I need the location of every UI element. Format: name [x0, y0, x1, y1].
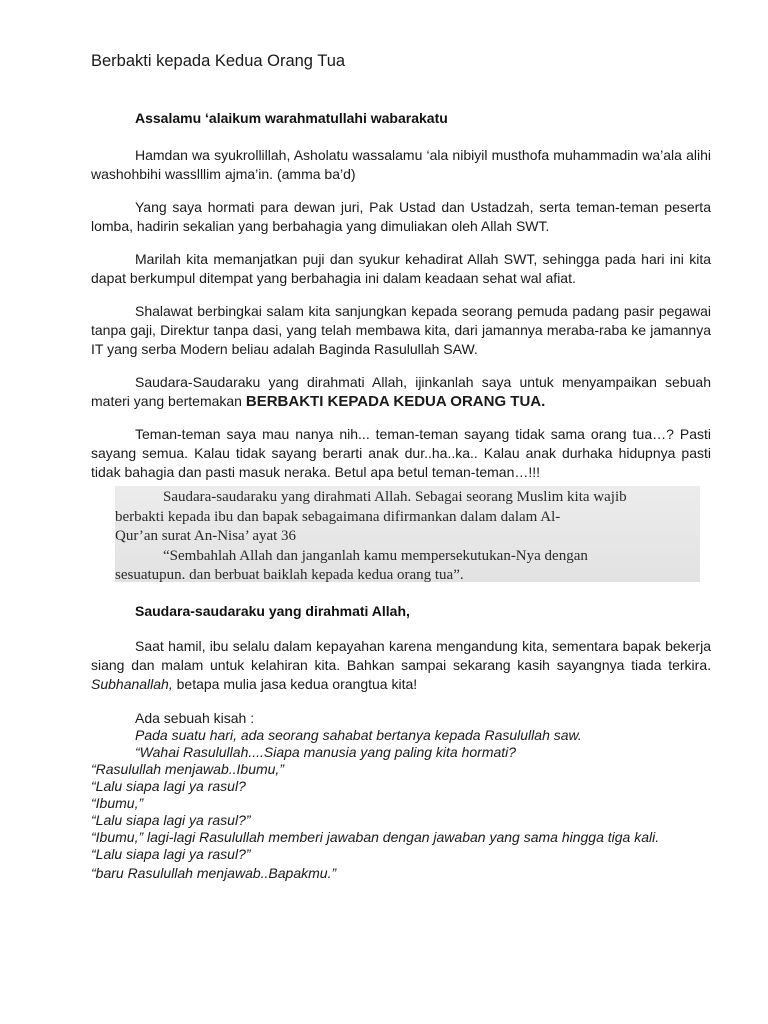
paragraph-opening: Hamdan wa syukrollillah, Asholatu wassalamu ‘ala nibiyil musthofa muhammadin wa’ala alihi washohbihi wasslllim ajma’in. (amma ba’d) [91, 147, 711, 182]
document-title: Berbakti kepada Kedua Orang Tua [91, 52, 346, 70]
story-line: “Lalu siapa lagi ya rasul?” [91, 846, 251, 862]
quote-line: “Sembahlah Allah dan janganlah kamu mempersekutukan-Nya dengan [163, 547, 588, 564]
paragraph-question: Teman-teman saya mau nanya nih... teman-teman sayang tidak sama orang tua…? Pasti sayang semua. Kalau tidak sayang berarti anak dur..ha..ka.. Kalau anak durhaka hidupnya pasti tidak bahagia dan pasti masuk neraka. Betul apa betul teman-teman…!!! [91, 426, 711, 480]
story-line: “Ibumu,” lagi-lagi Rasulullah memberi jawaban dengan jawaban yang sama hingga tiga kali. [91, 829, 660, 845]
quote-line: berbakti kepada ibu dan bapak sebagaimana difirmankan dalam dalam Al- [115, 508, 561, 525]
story-line: “Wahai Rasulullah....Siapa manusia yang paling kita hormati? [135, 744, 517, 760]
story-line: Pada suatu hari, ada seorang sahabat bertanya kepada Rasulullah saw. [135, 727, 582, 743]
quote-line: sesuatupun. dan berbuat baiklah kepada kedua orang tua”. [115, 567, 464, 583]
paragraph-shalawat: Shalawat berbingkai salam kita sanjungkan kepada seorang pemuda padang pasir pegawai tanpa gaji, Direktur tanpa dasi, yang telah membawa kita, dari jamannya meraba-raba ke jamannya IT yang serba Modern beliau adalah Baginda Rasulullah SAW. [91, 303, 711, 357]
story-line: “Ibumu,” [91, 795, 144, 811]
greeting-heading: Assalamu ‘alaikum warahmatullahi wabarakatu [135, 110, 448, 126]
story-intro: Ada sebuah kisah : [135, 710, 255, 726]
story-line: “Lalu siapa lagi ya rasul? [91, 778, 246, 794]
theme-bold-text: BERBAKTI KEPADA KEDUA ORANG TUA. [245, 393, 546, 410]
quote-line: Qur’an surat An-Nisa’ ayat 36 [115, 528, 297, 544]
section-heading: Saudara-saudaraku yang dirahmati Allah, [135, 603, 410, 619]
paragraph-theme [91, 373, 711, 411]
mother-text-end: betapa mulia jasa kedua orangtua kita! [172, 676, 418, 692]
quran-quote-image [115, 486, 700, 582]
theme-intro-text: Saudara-Saudaraku yang dirahmati Allah, ijinkanlah saya untuk menyampaikan sebuah materi yang bertemakan [91, 374, 711, 409]
subhanallah-text: Subhanallah, [91, 676, 173, 692]
quote-text-block [115, 488, 627, 586]
quote-line: Saudara-saudaraku yang dirahmati Allah. Sebagai seorang Muslim kita wajib [163, 489, 627, 505]
story-line: “baru Rasulullah menjawab..Bapakmu.” [91, 865, 337, 881]
paragraph-gratitude: Marilah kita memanjatkan puji dan syukur kehadirat Allah SWT, sehingga pada hari ini kita dapat berkumpul ditempat yang berbahagia ini dalam keadaan sehat wal afiat. [91, 251, 711, 286]
story-line: “Rasulullah menjawab..Ibumu,” [91, 761, 284, 777]
paragraph-greeting-judges: Yang saya hormati para dewan juri, Pak Ustad dan Ustadzah, serta teman-teman peserta lomba, hadirin sekalian yang berbahagia yang dimuliakan oleh Allah SWT. [91, 199, 711, 234]
story-line: “Lalu siapa lagi ya rasul?” [91, 812, 251, 828]
paragraph-mother [91, 637, 711, 694]
mother-text-start: Saat hamil, ibu selalu dalam kepayahan karena mengandung kita, sementara bapak bekerja siang dan malam untuk kelahiran kita. Bahkan sampai sekarang kasih sayangnya tiada terkira. [91, 638, 711, 673]
